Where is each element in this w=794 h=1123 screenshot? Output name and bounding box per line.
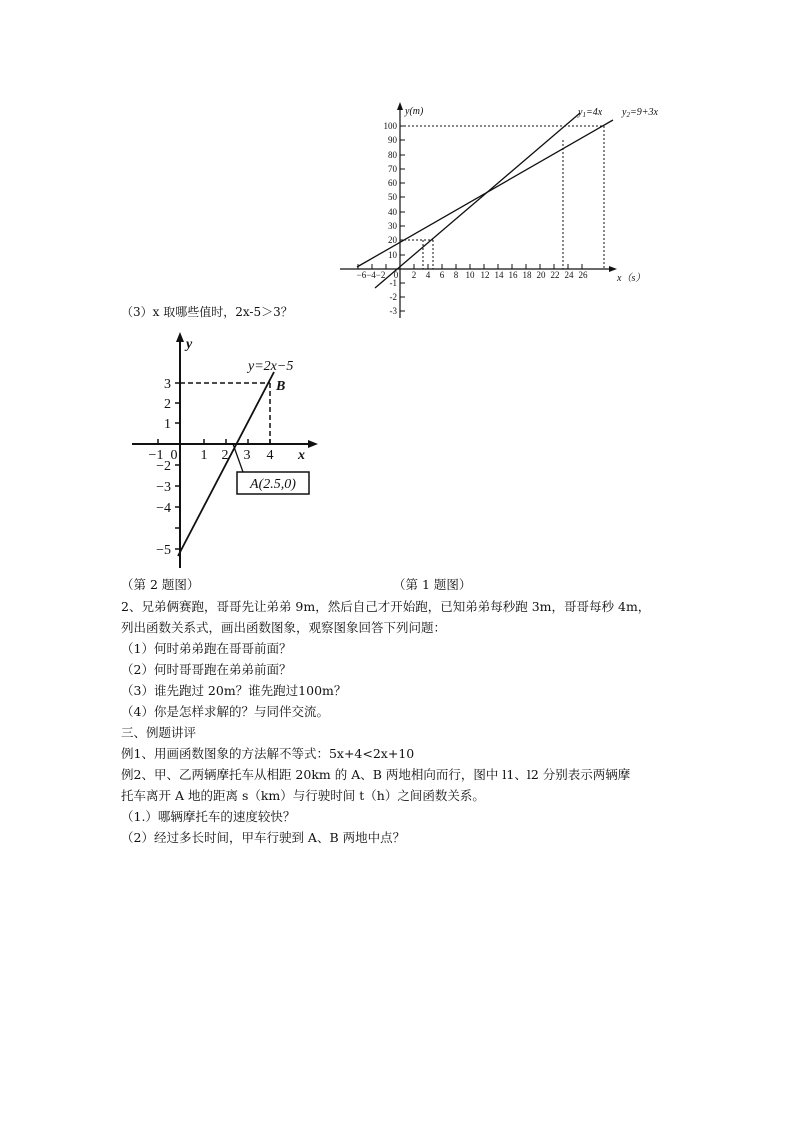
question-2-1: （1）何时弟弟跑在哥哥前面？	[121, 641, 292, 656]
y-tick: 70	[388, 164, 397, 174]
y-tick: -2	[389, 292, 397, 302]
example-1: 例1、用画函数图象的方法解不等式：5x+4<2x+10	[121, 746, 415, 761]
x-tick-negative: −6−4−2	[356, 270, 386, 280]
line1-label: $y_1=4x$	[578, 107, 603, 119]
example-2-question-2: （2）经过多长时间，甲车行驶到 A、B 两地中点？	[121, 830, 406, 845]
graph1-xlabel: x（s）	[617, 273, 646, 284]
x-tick: 1	[200, 448, 208, 463]
y-tick: 1	[164, 417, 171, 432]
question-2-4: （4）你是怎样求解的？与同伴交流。	[121, 704, 329, 719]
line-y1	[375, 113, 580, 288]
x-tick: 18	[522, 270, 532, 280]
y-tick: 30	[388, 221, 397, 231]
graph-linear-function	[118, 332, 328, 572]
x-axis-arrow-icon	[308, 440, 318, 448]
x-tick: 26	[578, 270, 588, 280]
x-tick: −1	[148, 448, 164, 463]
y-tick: −4	[156, 501, 171, 516]
x-tick: 8	[453, 270, 459, 280]
point-a-pointer	[233, 444, 243, 472]
y-tick: 80	[388, 150, 397, 160]
question-3: （3）x 取哪些值时，2x-5＞3？	[121, 305, 293, 319]
y-tick: −3	[156, 480, 171, 495]
graph1-ylabel: y(m)	[405, 106, 424, 117]
x-tick: 6	[439, 270, 445, 280]
y-tick: 60	[388, 178, 397, 188]
y-tick: 90	[388, 135, 397, 145]
x-tick: 22	[550, 270, 560, 280]
caption-figure-2: （第 2 题图）	[121, 577, 200, 592]
example-2-line-2: 托车离开 A 地的距离 s（km）与行驶时间 t（h）之间函数关系。	[121, 788, 485, 803]
graph2-xlabel: x	[298, 448, 305, 463]
y-tick: 10	[388, 250, 397, 260]
point-b-label: B	[276, 379, 286, 394]
problem-2-line-2: 列出函数关系式，画出函数图象，观察图象回答下列问题：	[121, 620, 447, 635]
x-tick: 2	[411, 270, 417, 280]
x-tick: 0	[170, 448, 178, 463]
example-2-question-1: （1.）哪辆摩托车的速度较快？	[121, 809, 296, 824]
y-axis-arrow-icon	[397, 102, 403, 110]
section-heading: 三、例题讲评	[121, 725, 197, 740]
line-y-2x-5	[178, 372, 274, 556]
x-tick: 20	[536, 270, 546, 280]
x-tick: 14	[494, 270, 504, 280]
x-axis-arrow-icon	[609, 266, 617, 272]
y-tick: −5	[156, 543, 171, 558]
origin-label: 0	[393, 270, 399, 280]
x-tick: 4	[425, 270, 431, 280]
x-tick: 10	[465, 270, 475, 280]
y-tick: -3	[389, 306, 397, 316]
x-tick: 4	[266, 448, 274, 463]
graph2-ylabel: y	[186, 337, 193, 352]
y-tick: 3	[164, 377, 171, 392]
line-label: y=2x−5	[248, 359, 294, 374]
y-tick: 2	[164, 397, 171, 412]
problem-2-line-1: 2、兄弟俩赛跑，哥哥先让弟弟 9m，然后自己才开始跑，已知弟弟每秒跑 3m，哥哥每秒 4m，	[121, 599, 651, 614]
caption-figure-1: （第 1 题图）	[393, 577, 472, 592]
y-tick: 40	[388, 207, 397, 217]
y-tick: 20	[388, 235, 397, 245]
x-tick: 3	[243, 448, 251, 463]
x-tick: 12	[480, 270, 490, 280]
question-2-3: （3）谁先跑过 20m？谁先跑过100m？	[121, 683, 347, 698]
graph-distance-time	[335, 100, 675, 322]
point-a-label: A(2.5,0)	[250, 477, 296, 492]
y-tick: 100	[383, 121, 397, 131]
example-2-line-1: 例2、甲、乙两辆摩托车从相距 20km 的 A、B 两地相向而行，图中 l1、l2 分别表示两辆摩	[121, 767, 631, 782]
y-tick: -1	[389, 278, 397, 288]
x-tick: 2	[221, 448, 229, 463]
question-2-2: （2）何时哥哥跑在弟弟前面？	[121, 662, 292, 677]
x-tick: 16	[508, 270, 518, 280]
y-tick: −2	[156, 459, 171, 474]
x-tick: 24	[564, 270, 574, 280]
y-tick: 50	[388, 192, 397, 202]
line2-label: $y_2=9+3x$	[622, 107, 658, 119]
y-axis-arrow-icon	[176, 332, 184, 342]
